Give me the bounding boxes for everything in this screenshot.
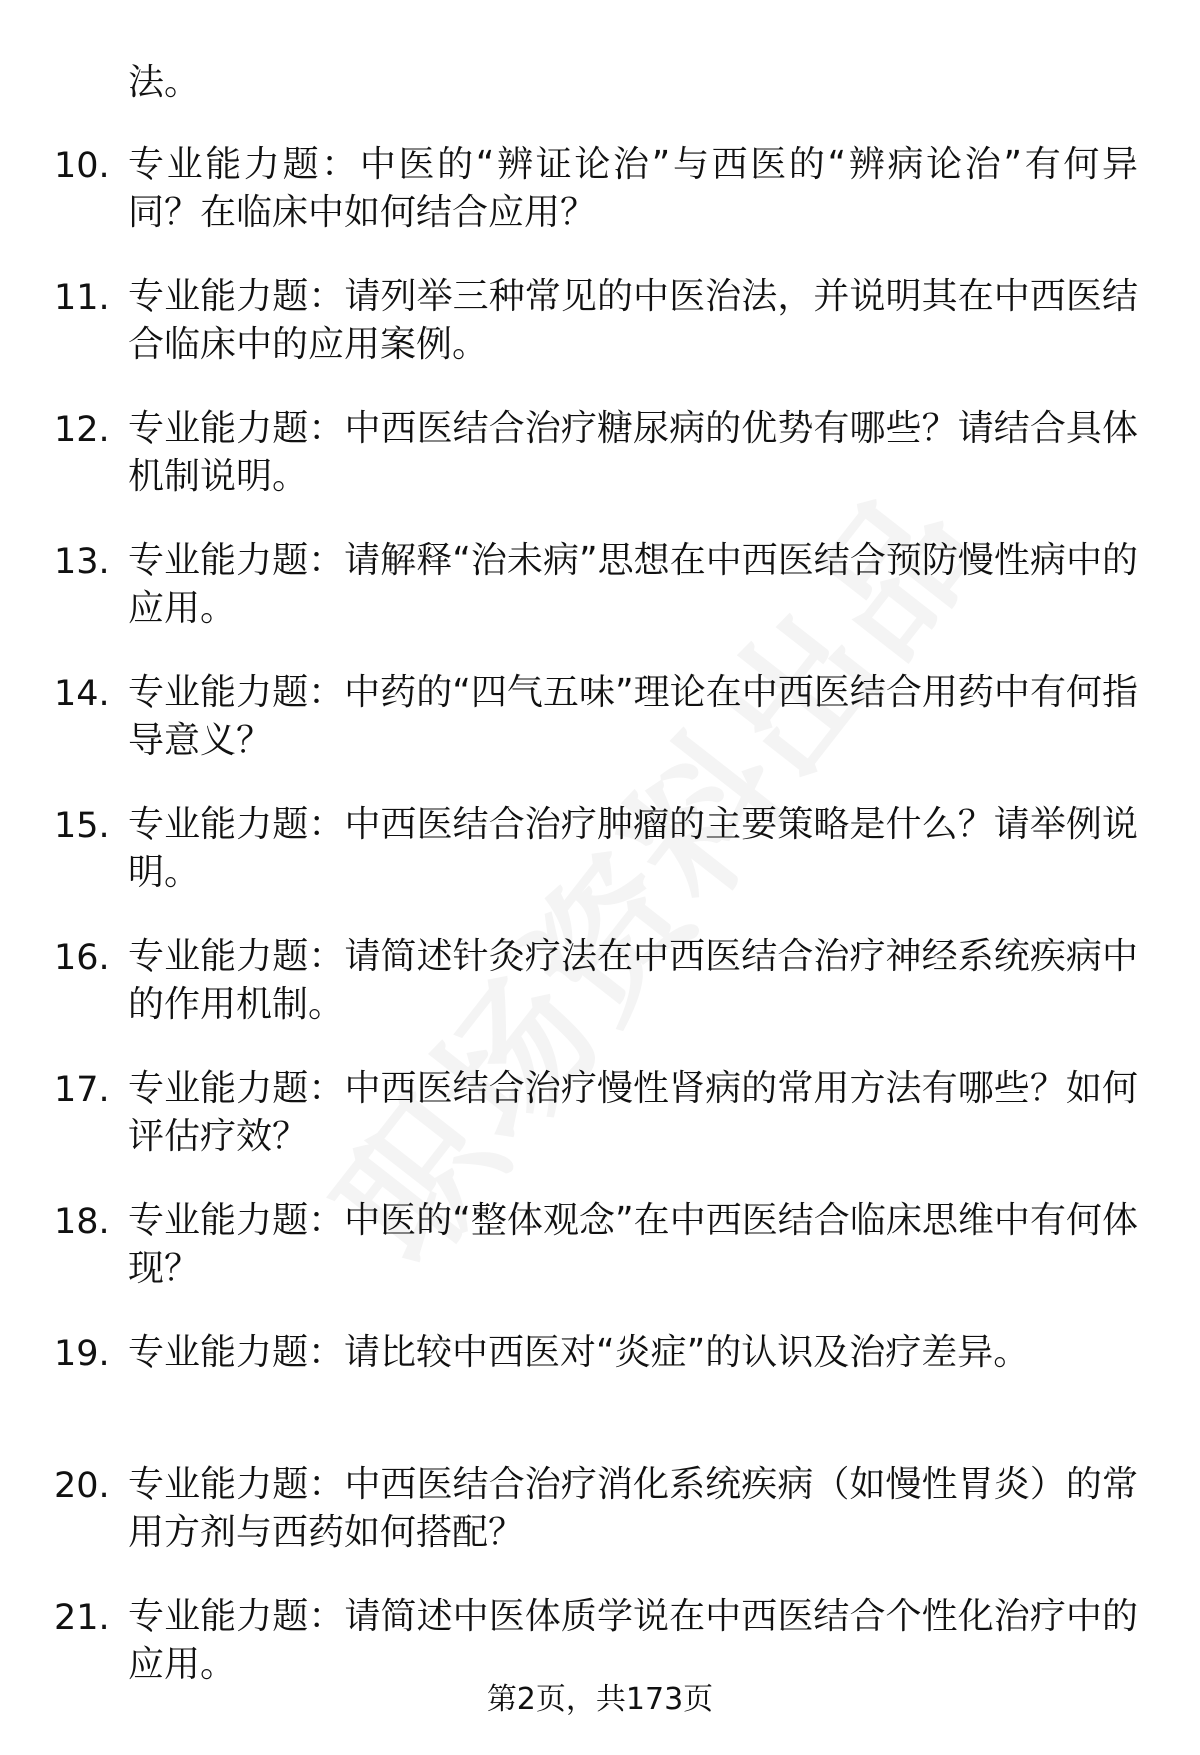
question-text: 专业能力题：请列举三种常见的中医治法，并说明其在中西医结合临床中的应用案例。 xyxy=(128,276,1138,365)
question-number: 13. xyxy=(54,542,110,582)
question-list xyxy=(0,141,1200,1725)
question-number: 18. xyxy=(54,1202,110,1242)
question-item xyxy=(0,1461,1200,1593)
question-item xyxy=(0,1065,1200,1197)
question-number: 12. xyxy=(54,410,110,450)
question-number: 21. xyxy=(54,1598,110,1638)
question-text: 专业能力题：中医的“整体观念”在中西医结合临床思维中有何体现？ xyxy=(128,1200,1138,1289)
question-text: 专业能力题：中西医结合治疗肿瘤的主要策略是什么？请举例说明。 xyxy=(128,804,1138,893)
question-item xyxy=(0,801,1200,933)
question-item xyxy=(0,141,1200,273)
question-item xyxy=(0,1197,1200,1329)
question-text: 专业能力题：中西医结合治疗糖尿病的优势有哪些？请结合具体机制说明。 xyxy=(128,408,1138,497)
page-footer: 第2页，共173页 xyxy=(486,1682,714,1717)
question-number: 14. xyxy=(54,674,110,714)
question-item xyxy=(0,537,1200,669)
question-number: 11. xyxy=(54,278,110,318)
question-text: 专业能力题：请比较中西医对“炎症”的认识及治疗差异。 xyxy=(128,1332,1030,1373)
question-item xyxy=(0,933,1200,1065)
question-item xyxy=(0,1329,1200,1461)
question-number: 16. xyxy=(54,938,110,978)
question-number: 20. xyxy=(54,1466,110,1506)
question-text: 专业能力题：请解释“治未病”思想在中西医结合预防慢性病中的应用。 xyxy=(128,540,1138,629)
question-number: 10. xyxy=(54,146,110,186)
question-text: 专业能力题：中西医结合治疗慢性肾病的常用方法有哪些？如何评估疗效？ xyxy=(128,1068,1138,1157)
question-number: 17. xyxy=(54,1070,110,1110)
continuation-text: 法。 xyxy=(128,62,201,103)
question-number: 19. xyxy=(54,1334,110,1374)
question-text: 专业能力题：中医的“辨证论治”与西医的“辨病论治”有何异同？在临床中如何结合应用？ xyxy=(128,144,1138,233)
question-text: 专业能力题：中药的“四气五味”理论在中西医结合用药中有何指导意义？ xyxy=(128,672,1138,761)
question-item xyxy=(0,273,1200,405)
question-text: 专业能力题：中西医结合治疗消化系统疾病（如慢性胃炎）的常用方剂与西药如何搭配？ xyxy=(128,1464,1138,1553)
question-item xyxy=(0,405,1200,537)
question-text: 专业能力题：请简述针灸疗法在中西医结合治疗神经系统疾病中的作用机制。 xyxy=(128,936,1138,1025)
question-text: 专业能力题：请简述中医体质学说在中西医结合个性化治疗中的应用。 xyxy=(128,1596,1138,1685)
question-number: 15. xyxy=(54,806,110,846)
question-item xyxy=(0,669,1200,801)
